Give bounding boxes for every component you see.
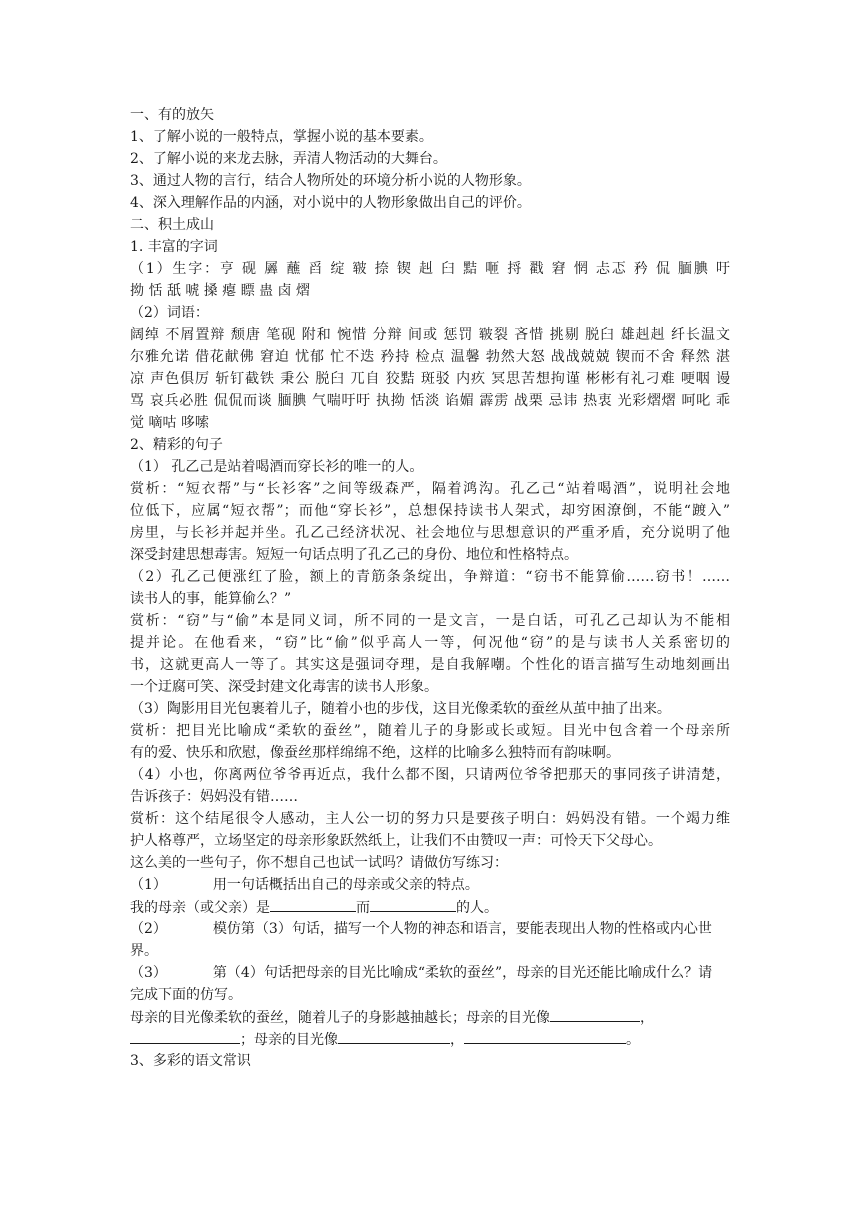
answer-blank[interactable] [370,896,456,912]
sentence-quote: 读书人的事，能算偷么？” [130,591,292,607]
analysis-line: 护人格尊严，立场坚定的母亲形象跃然纸上，让我们不由赞叹一声：可怜天下父母心。 [130,833,662,849]
analysis-line: 赏析：“短衣帮”与“长衫客”之间等级森严，隔着鸿沟。孔乙己“站着喝酒”，说明社会地 [130,481,730,497]
vocab-line: 阔绰 不屑置辩 颓唐 笔砚 附和 惋惜 分辩 间或 惩罚 皲裂 吝惜 挑剔 脱臼 雄赳赳 纤长温文 [130,327,730,343]
analysis-line: 赏析：这个结尾很令人感动，主人公一切的努力只是要孩子明白：妈妈没有错。一个竭力维 [130,811,730,827]
objective-item: 1、了解小说的一般特点，掌握小说的基本要素。 [130,129,433,145]
objective-item: 2、了解小说的来龙去脉，弄清人物活动的大舞台。 [130,151,447,167]
question-text: 第（4）句话把母亲的目光比喻成“柔软的蚕丝”，母亲的目光还能比喻成什么？请 [212,965,713,981]
sentence-quote: （4）小也，你离两位爷爷再近点，我什么都不图，只请两位爷爷把那天的事同孩子讲清楚， [130,767,730,783]
sentence-quote: （1） 孔乙己是站着喝酒而穿长衫的唯一的人。 [130,459,424,475]
answer-blank[interactable] [550,1006,640,1022]
vocab-line: 尔雅允诺 借花献佛 窘迫 忧郁 忙不迭 矜持 检点 温馨 勃然大怒 战战兢兢 锲而不舍 释然 湛 [130,349,730,365]
fill-text: ；母亲的目光像 [240,1032,338,1048]
exercise-q1 [130,874,730,896]
objective-item: 4、深入理解作品的内涵，对小说中的人物形象做出自己的评价。 [130,195,531,211]
fill-text: ， [450,1032,464,1048]
fill-text: 的人。 [456,900,498,916]
section-heading: 二、积土成山 [130,217,214,233]
question-text: 界。 [130,943,158,959]
answer-blank[interactable] [270,896,356,912]
fill-text: 。 [626,1032,640,1048]
question-number: （1） [130,877,167,893]
analysis-line: 房里，与长衫并起并坐。孔乙己经济状况、社会地位与思想意识的严重矛盾，充分说明了他 [130,525,730,541]
answer-blank[interactable] [338,1028,450,1044]
exercise-q3-fill [130,1006,730,1028]
question-text: 用一句话概括出自己的母亲或父亲的特点。 [212,877,479,893]
answer-blank[interactable] [464,1028,626,1044]
sentence-quote: 告诉孩子：妈妈没有错…… [130,789,298,805]
subsection-heading: 3、多彩的语文常识 [130,1053,251,1069]
fill-text: 我的母亲（或父亲）是 [130,900,270,916]
analysis-line: 赏析：把目光比喻成“柔软的蚕丝”，随着儿子的身影或长或短。目光中包含着一个母亲所 [130,723,730,739]
exercise-q2 [130,918,730,940]
fill-text: ， [640,1010,654,1026]
section-heading: 一、有的放矢 [130,107,214,123]
exercise-intro: 这么美的一些句子，你不想自己也试一试吗？请做仿写练习： [130,855,508,871]
sentence-quote: （2）孔乙己便涨红了脸，额上的青筋条条绽出，争辩道：“窃书不能算偷……窃书！…… [130,569,730,585]
question-text: 模仿第（3）句话，描写一个人物的神态和语言，要能表现出人物的性格或内心世 [212,921,712,937]
answer-blank[interactable] [130,1028,240,1044]
question-text: 完成下面的仿写。 [130,987,242,1003]
question-number: （3） [130,965,167,981]
analysis-line: 深受封建思想毒害。短短一句话点明了孔乙己的身份、地位和性格特点。 [130,547,578,563]
exercise-q1-fill [130,896,730,918]
objective-item: 3、通过人物的言行，结合人物所处的环境分析小说的人物形象。 [130,173,531,189]
analysis-line: 赏析：“窃”与“偷”本是同义词，所不同的一是文言，一是白话，可孔乙己却认为不能相 [130,613,730,629]
fill-text: 母亲的目光像柔软的蚕丝，随着儿子的身影越抽越长；母亲的目光像 [130,1010,550,1026]
analysis-line: 位低下，应属“短衣帮”；而他“穿长衫”，总想保持读书人架式，却穷困潦倒，不能“踱入” [130,503,730,519]
exercise-q3 [130,962,730,984]
chars-line: 拗 恬 舐 唬 搡 瘪 瞟 蛊 卤 熠 [130,283,311,299]
fill-text: 而 [356,900,370,916]
chars-line: （1）生字：亨 砚 羼 蘸 舀 绽 皲 捺 锲 赳 臼 黠 咂 捋 戳 窘 惘 忐忑 矜 侃 腼腆 吁 [130,261,730,277]
question-number: （2） [130,921,167,937]
vocab-line: 觉 嘀咕 哆嗦 [130,415,209,431]
subsection-heading: 2、精彩的句子 [130,437,223,453]
analysis-line: 一个迂腐可笑、深受封建文化毒害的读书人形象。 [130,679,438,695]
vocab-line: 凉 声色俱厉 斩钉截铁 秉公 脱臼 兀自 狡黠 斑驳 内疚 冥思苦想拘谨 彬彬有礼刁难 哽咽 谩 [130,371,730,387]
subsection-heading: 1. 丰富的字词 [130,239,218,255]
sentence-quote: （3）陶影用目光包裹着儿子，随着小也的步伐，这目光像柔软的蚕丝从茧中抽了出来。 [130,701,671,717]
analysis-line: 有的爱、快乐和欣慰，像蚕丝那样绵绵不绝，这样的比喻多么独特而有韵味啊。 [130,745,620,761]
vocab-line: 骂 哀兵必胜 侃侃而谈 腼腆 气喘吁吁 执拗 恬淡 谄媚 霹雳 战栗 忌讳 热衷 光彩熠熠 呵叱 乖 [130,393,730,409]
analysis-line: 书，这就更高人一等了。其实这是强词夺理，是自我解嘲。个性化的语言描写生动地刻画出 [130,657,730,673]
vocab-label: （2）词语： [130,305,209,321]
analysis-line: 提并论。在他看来，“窃”比“偷”似乎高人一等，何况他“窃”的是与读书人关系密切的 [130,635,730,651]
document-page [130,104,730,1072]
exercise-q3-fill [130,1028,730,1050]
